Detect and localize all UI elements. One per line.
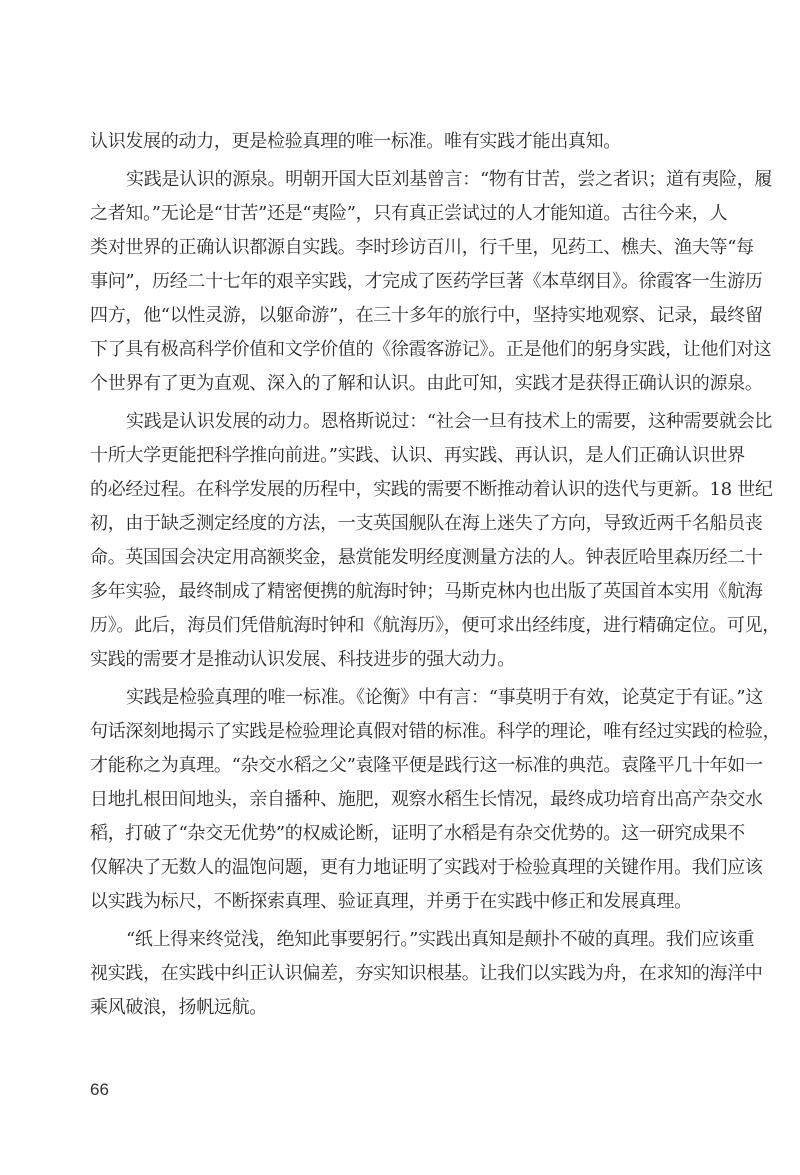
paragraph-source-of-knowledge bbox=[90, 163, 773, 401]
text-line: 认识发展的动力，更是检验真理的唯一标准。唯有实践才能出真知。 bbox=[90, 131, 621, 152]
text-line: 多年实验，最终制成了精密便携的航海时钟；马斯克林内也出版了英国首本实用《航海 bbox=[90, 581, 763, 602]
paragraph-conclusion bbox=[90, 923, 763, 1025]
text-line: 实践是认识的源泉。明朝开国大臣刘基曾言：“物有甘苦，尝之者识；道有夷险，履 bbox=[126, 169, 773, 190]
text-line: 四方，他“以性灵游，以躯命游”，在三十多年的旅行中，坚持实地观察、记录，最终留 bbox=[90, 305, 763, 326]
text-line: 类对世界的正确认识都源自实践。李时珍访百川，行千里，见药工、樵夫、渔夫等“每 bbox=[90, 237, 754, 258]
text-line: 命。英国国会决定用高额奖金，悬赏能发明经度测量方法的人。钟表匠哈里森历经二十 bbox=[90, 547, 763, 568]
paragraph-criterion-of-truth bbox=[90, 681, 781, 919]
text-line: 实践是检验真理的唯一标准。《论衡》中有言：“事莫明于有效，论莫定于有证。”这 bbox=[126, 687, 764, 708]
text-line: 以实践为标尺，不断探索真理、验证真理，并勇于在实践中修正和发展真理。 bbox=[90, 891, 692, 912]
text-line: 之者知。”无论是“甘苦”还是“夷险”，只有真正尝试过的人才能知道。古往今来，人 bbox=[90, 203, 728, 224]
text-line: 的必经过程。在科学发展的历程中，实践的需要不断推动着认识的迭代与更新。18 世纪 bbox=[90, 479, 773, 500]
essay-body bbox=[90, 125, 781, 1029]
text-line: 视实践，在实践中纠正认识偏差，夯实知识根基。让我们以实践为舟，在求知的海洋中 bbox=[90, 963, 763, 984]
text-line: 初，由于缺乏测定经度的方法，一支英国舰队在海上迷失了方向，导致近两千名船员丧 bbox=[90, 513, 763, 534]
text-line: 日地扎根田间地头，亲自播种、施肥，观察水稻生长情况，最终成功培育出高产杂交水 bbox=[90, 789, 763, 810]
text-line: 句话深刻地揭示了实践是检验理论真假对错的标准。科学的理论，唯有经过实践的检验， bbox=[90, 721, 781, 742]
text-line: 才能称之为真理。“杂交水稻之父”袁隆平便是践行这一标准的典范。袁隆平几十年如一 bbox=[90, 755, 763, 776]
text-line: 事问”，历经二十七年的艰辛实践，才完成了医药学巨著《本草纲目》。徐霞客一生游历 bbox=[90, 271, 763, 292]
paragraph-continuation bbox=[90, 125, 712, 159]
text-line: 实践是认识发展的动力。恩格斯说过：“社会一旦有技术上的需要，这种需要就会比 bbox=[126, 411, 773, 432]
paragraph-driving-force bbox=[90, 405, 780, 677]
text-line: 乘风破浪，扬帆远航。 bbox=[90, 997, 267, 1018]
text-line: 稻，打破了“杂交无优势”的权威论断，证明了水稻是有杂交优势的。这一研究成果不 bbox=[90, 823, 746, 844]
text-line: 历》。此后，海员们凭借航海时钟和《航海历》，便可求出经纬度，进行精确定位。可见， bbox=[90, 615, 780, 636]
text-line: “纸上得来终觉浅，绝知此事要躬行。”实践出真知是颠扑不破的真理。我们应该重 bbox=[126, 929, 755, 950]
text-line: 下了具有极高科学价值和文学价值的《徐霞客游记》。正是他们的躬身实践，让他们对这 bbox=[90, 339, 772, 360]
text-line: 实践的需要才是推动认识发展、科技进步的强大动力。 bbox=[90, 649, 515, 670]
text-line: 仅解决了无数人的温饱问题，更有力地证明了实践对于检验真理的关键作用。我们应该 bbox=[90, 857, 763, 878]
text-line: 个世界有了更为直观、深入的了解和认识。由此可知，实践才是获得正确认识的源泉。 bbox=[90, 373, 763, 394]
text-line: 十所大学更能把科学推向前进。”实践、认识、再实践、再认识，是人们正确认识世界 bbox=[90, 445, 745, 466]
page-number: 66 bbox=[90, 1080, 109, 1099]
